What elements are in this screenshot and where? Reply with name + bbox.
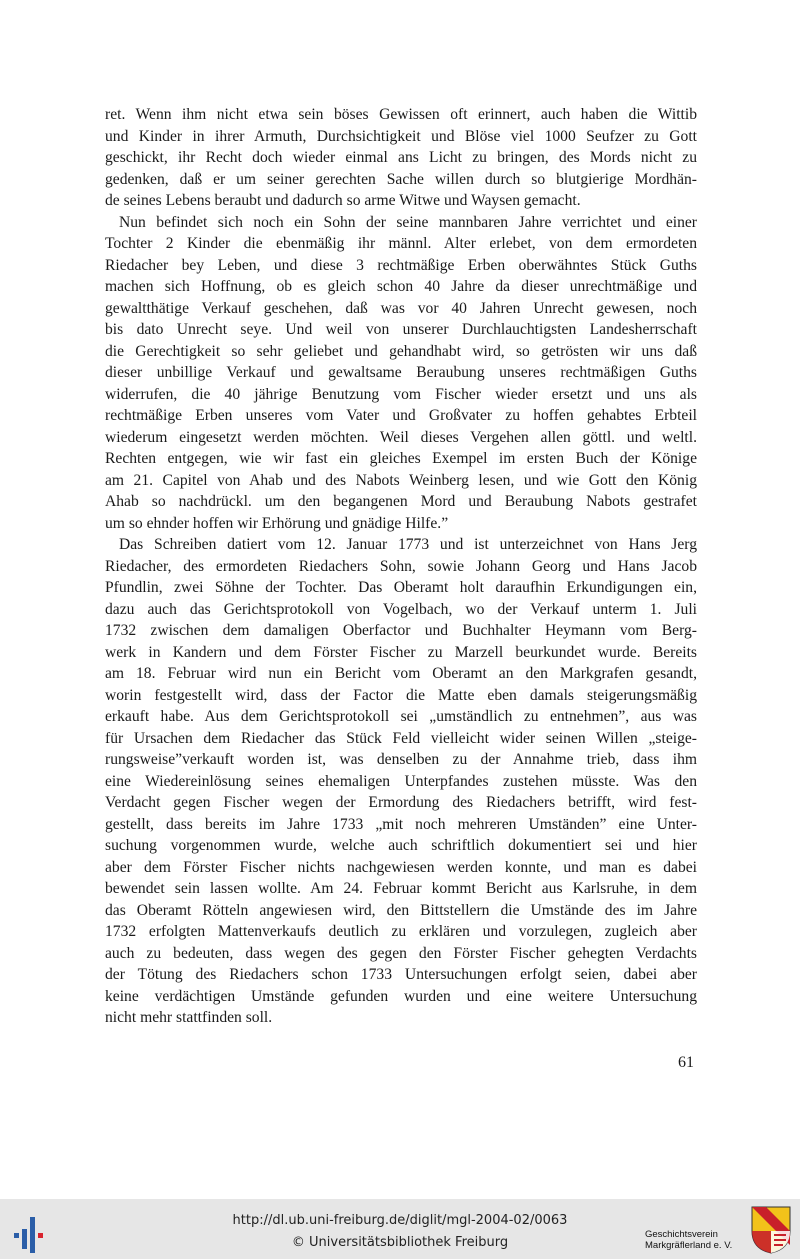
text-line: worin festgestellt wird, dass der Factor die Matte eben damals steigerungsmäßig (105, 686, 697, 704)
text-line: Riedacher, des ermordeten Riedachers Sohn, sowie Johann Georg und Hans Jacob (105, 557, 697, 575)
text-line: suchung vorgenommen wurde, welche auch schriftlich dokumentiert sei und hier (105, 837, 697, 854)
text-line: rungsweise”verkauft worden ist, was denselben zu der Annahme trieb, dass ihm (105, 751, 697, 768)
footer-url-link[interactable]: http://dl.ub.uni-freiburg.de/diglit/mgl-2004-02/0063 (232, 1213, 568, 1228)
text-line: auch zu bedeuten, dass wegen des gegen den Förster Fischer gehegten Verdachts (105, 944, 697, 962)
text-line: Rechten entgegen, wie wir fast ein gleiches Exempel im ersten Buch der Könige (105, 450, 697, 467)
text-line: nicht mehr stattfinden soll. (105, 1009, 273, 1026)
text-line: am 18. Februar wird nun ein Bericht vom Oberamt an den Markgrafen gesandt, (105, 665, 697, 682)
text-line: bis dato Unrecht seye. Und weil von unserer Durchlauchtigsten Landesherrschaft (105, 321, 697, 338)
text-line: ret. Wenn ihm nicht etwa sein böses Gewissen oft erinnert, auch haben die Wittib (105, 106, 697, 123)
text-line: erkauft habe. Aus dem Gerichtsprotokoll sei „umständlich zu entnehmen”, aus was (105, 708, 697, 725)
coat-of-arms-icon (750, 1205, 792, 1255)
society-name-line1: Geschichtsverein (645, 1229, 718, 1240)
text-line: gewaltthätige Verkauf geschehen, daß was vor 40 Jahren Unrecht gewesen, noch (105, 299, 697, 317)
text-line: Pfundlin, zwei Söhne der Tochter. Das Oberamt holt daraufhin Erkundigungen ein, (105, 579, 697, 596)
text-line: für Ursachen dem Riedacher das Stück Feld vielleicht wider seinen Willen „steige- (105, 729, 697, 747)
text-line: Verdacht gegen Fischer wegen der Ermordung des Riedachers betrifft, wird fest- (105, 794, 697, 811)
society-name-line2: Markgräflerland e. V. (645, 1240, 733, 1251)
text-line: die Gerechtigkeit so sehr geliebet und gehandhabt wird, so getrösten wir uns daß (105, 342, 697, 360)
text-line: werk in Kandern und dem Förster Fischer zu Marzell beurkundet wurde. Bereits (105, 643, 697, 661)
text-line: dazu auch das Gerichtsprotokoll von Vogelbach, wo der Verkauf unterm 1. Juli (105, 600, 697, 618)
text-line: Nun befindet sich noch ein Sohn der seine mannbaren Jahre verrichtet und einer (119, 213, 697, 231)
text-line: eine Wiedereinlösung seines ehemaligen Unterpfandes zustehen müsste. Was den (105, 772, 697, 790)
text-line: der Tötung des Riedachers schon 1733 Untersuchungen erfolgt seien, dabei aber (105, 966, 697, 983)
text-line: rechtmäßige Erben unseres vom Vater und Großvater zu hoffen gehabtes Erbteil (105, 407, 697, 424)
page-number: 61 (678, 1054, 694, 1071)
text-line: am 21. Capitel von Ahab und des Nabots Weinberg lesen, und wie Gott den König (105, 471, 697, 489)
footer-bar (0, 1199, 800, 1259)
text-line: de seines Lebens beraubt und dadurch so arme Witwe und Waysen gemacht. (105, 192, 581, 209)
text-line: 1732 zwischen dem damaligen Oberfactor und Buchhalter Heymann vom Berg- (105, 622, 697, 639)
text-line: Tochter 2 Kinder die ebenmäßig ihr männl. Alter erlebet, von dem ermordeten (105, 235, 697, 252)
text-line: dieser unbillige Verkauf und gewaltsame Beraubung unseres rechtmäßigen Guths (105, 364, 697, 381)
text-line: wiederum eingesetzt werden möchten. Weil dieses Vergehen allen göttl. und weltl. (105, 428, 697, 446)
text-line: machen sich Hoffnung, ob es gleich schon 40 Jahre da dieser unrechtmäßige und (105, 278, 697, 295)
body-text (105, 104, 697, 1029)
text-line: gestellt, dass bereits im Jahre 1733 „mit noch mehreren Umständen” eine Unter- (105, 815, 697, 833)
text-line: geschickt, ihr Recht doch wieder einmal ans Licht zu bringen, des Mords nicht zu (105, 149, 697, 166)
text-line: aber dem Förster Fischer nichts nachgewiesen werden konnte, und man es dabei (105, 858, 697, 876)
text-line: gedenken, daß er um seiner gerechten Sache willen durch so blutgierige Mordhän- (105, 170, 697, 188)
text-line: 1732 erfolgten Mattenverkaufs deutlich zu erklären und vorzulegen, zugleich aber (105, 923, 697, 940)
society-name (645, 1229, 732, 1251)
footer-copyright: © Universitätsbibliothek Freiburg (291, 1235, 509, 1250)
text-line: widerrufen, die 40 jährige Benutzung vom Fischer wieder ersetzt und uns als (105, 385, 697, 403)
text-line: Das Schreiben datiert vom 12. Januar 1773 und ist unterzeichnet von Hans Jerg (119, 536, 697, 553)
text-line: um so ehnder hoffen wir Erhörung und gnädige Hilfe.” (105, 514, 449, 532)
text-line: Riedacher bey Leben, und diese 3 rechtmäßige Erben oberwähntes Stück Guths (105, 256, 697, 274)
text-line: keine verdächtigen Umstände gefunden wurden und eine weitere Untersuchung (105, 987, 697, 1005)
text-line: das Oberamt Rötteln angewiesen wird, den Bittstellern die Umstände des im Jahre (105, 901, 697, 919)
text-line: Ahab so nachdrückl. um den begangenen Mord und Beraubung Nabots gestrafet (105, 493, 697, 510)
text-line: und Kinder in ihrer Armuth, Durchsichtigkeit und Blöse viel 1000 Seufzer zu Gott (105, 127, 697, 145)
text-line: bewendet sein lassen wollte. Am 24. Februar kommt Bericht aus Karlsruhe, in dem (105, 880, 697, 897)
